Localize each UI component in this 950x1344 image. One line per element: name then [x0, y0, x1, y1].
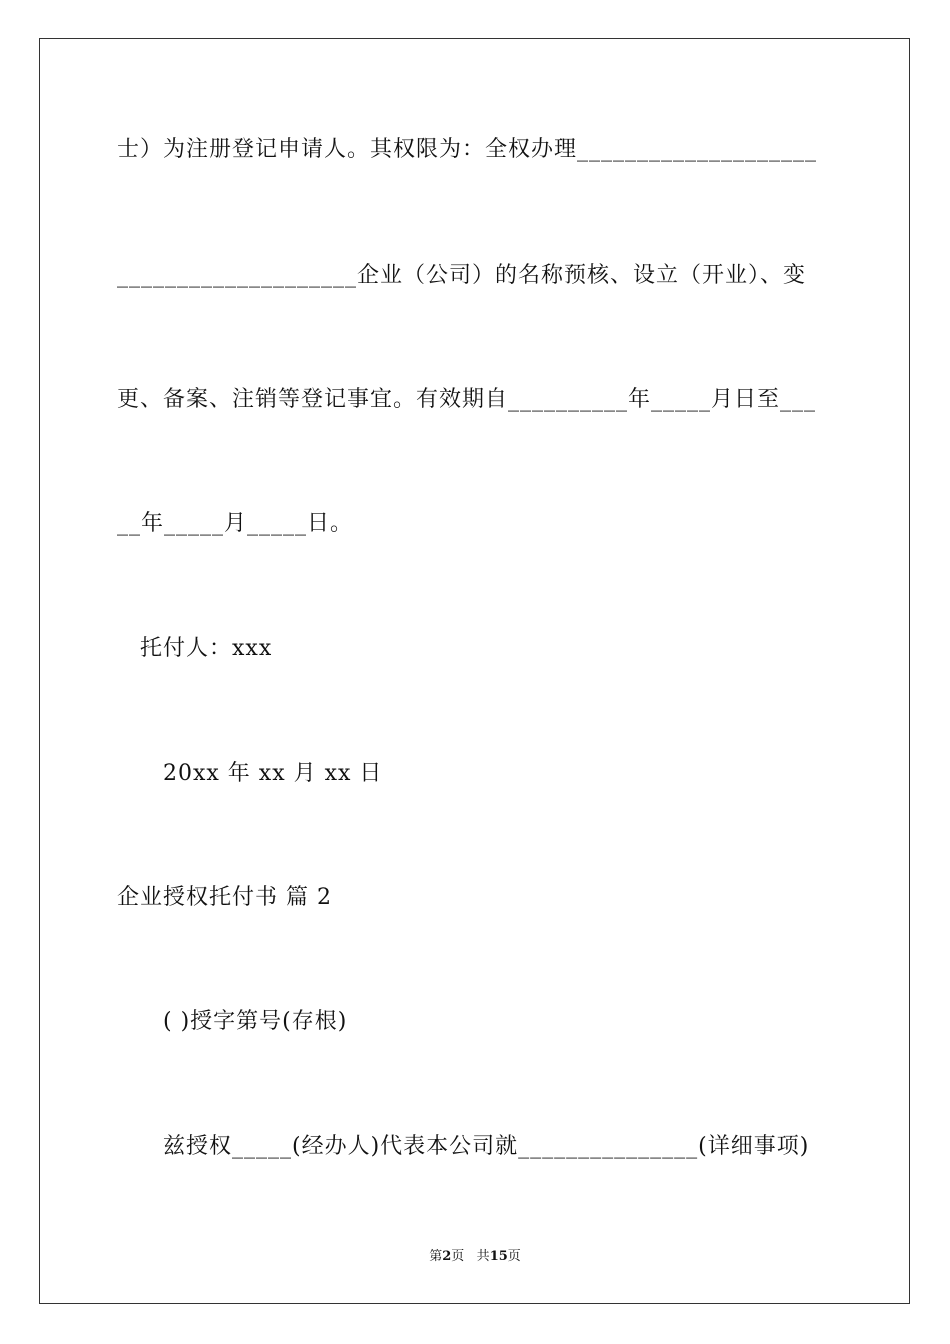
page-frame — [39, 38, 910, 1304]
body-line-2: ____________________企业（公司）的名称预核、设立（开业）、变 — [117, 263, 807, 288]
footer-page-prefix: 第 — [429, 1249, 443, 1264]
body-line-1: 士）为注册登记申请人。其权限为：全权办理____________________ — [117, 137, 818, 162]
body-line-3: 更、备案、注销等登记事宜。有效期自__________年_____月日至___ — [117, 387, 817, 412]
authorization-line: 兹授权_____(经办人)代表本公司就_______________(详细事项) — [163, 1134, 810, 1159]
stub-number-line: ( )授字第号(存根) — [163, 1009, 348, 1034]
footer-page-suffix: 页 — [451, 1249, 465, 1264]
section-heading: 企业授权托付书 篇 2 — [117, 885, 332, 910]
principal-line: 托付人：xxx — [140, 636, 273, 661]
page-footer — [0, 1248, 950, 1266]
date-line: 20xx 年 xx 月 xx 日 — [163, 761, 383, 786]
body-line-4: __年_____月_____日。 — [117, 511, 354, 536]
footer-total-pages: 15 — [489, 1249, 508, 1264]
footer-page-number: 2 — [442, 1249, 452, 1264]
footer-total-prefix: 共 — [476, 1249, 490, 1264]
footer-total-suffix: 页 — [507, 1249, 521, 1264]
